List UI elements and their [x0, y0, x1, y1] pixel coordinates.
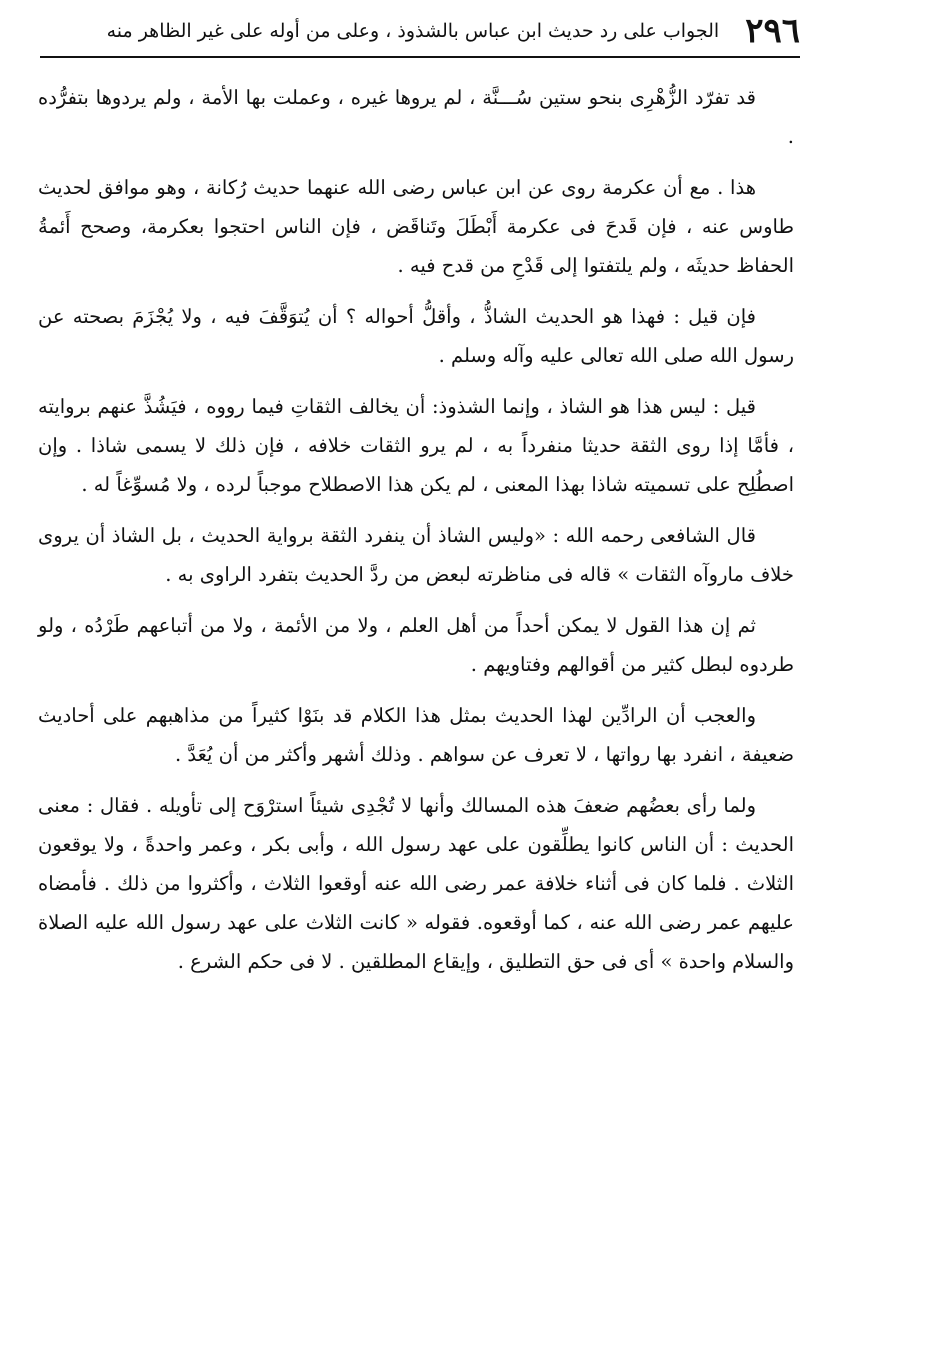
page-number: ٢٩٦ — [745, 11, 800, 51]
header-rule — [40, 56, 800, 58]
paragraph: قال الشافعى رحمه الله : «وليس الشاذ أن ينفرد الثقة برواية الحديث ، بل الشاذ أن يروى خلاف ماروآه الثقات » قاله فى مناظرته لبعض من ردَّ الحديث بتفرد الراوى به . — [38, 524, 794, 586]
paragraph: ثم إن هذا القول لا يمكن أحداً من أهل العلم ، ولا من الأئمة ، ولا من أتباعهم طَرْدُه ، ولو طردوه لبطل كثير من أقوالهم وفتاويهم . — [38, 614, 794, 676]
running-title: الجواب على رد حديث ابن عباس بالشذوذ ، وعلى من أوله على غير الظاهر منه — [106, 19, 720, 42]
paragraph: فإن قيل : فهذا هو الحديث الشاذُّ ، وأقلُّ أحواله ؟ أن يُتوَقَّفَ فيه ، ولا يُجْزَمَ بصحته عن رسول الله صلى الله تعالى عليه وآله وسلم . — [38, 305, 794, 367]
paragraph: قد تفرّد الزُّهْرِى بنحو ستين سُـــنَّة ، لم يروها غيره ، وعملت بها الأمة ، ولم يردوها بتفرُّده . — [38, 86, 794, 148]
page-header — [40, 8, 800, 54]
paragraph: هذا . مع أن عكرمة روى عن ابن عباس رضى الله عنهما حديث رُكانة ، وهو موافق لحديث طاوس عنه ، فإن قَدحَ فى عكرمة أَبْطَلَ وتَناقَض ، فإن الناس احتجوا بعكرمة، وصحح أَئمةُ الحفاظ حديثَه ، ولم يلتفتوا إلى قَدْحِ من قدح فيه . — [38, 176, 794, 277]
paragraph: قيل : ليس هذا هو الشاذ ، وإنما الشذوذ: أن يخالف الثقاتِ فيما رووه ، فيَشُذَّ عنهم بروايته ، فأمَّا إذا روى الثقة حديثا منفرداً به ، لم يرو الثقات خلافه ، فإن ذلك لا يسمى شاذا . وإن اصطُلِح على تسميته شاذا بهذا المعنى ، لم يكن هذا الاصطلاح موجباً لرده ، ولا مُسوِّغاً له . — [38, 395, 794, 496]
paragraph: والعجب أن الرادِّين لهذا الحديث بمثل هذا الكلام قد بنَوْا كثيراً من مذاهبهم على أحاديث ضعيفة ، انفرد بها رواتها ، لا تعرف عن سواهم . وذلك أشهر وأكثر من أن يُعَدَّ . — [38, 704, 794, 766]
paragraph: ولما رأى بعضُهم ضعفَ هذه المسالك وأنها لا تُجْدِى شيئاً استرْوَح إلى تأويله . فقال : معنى الحديث : أن الناس كانوا يطلِّقون على عهد رسول الله ، وأبى بكر ، وعمر واحدةً ، ولا يوقعون الثلاث . فلما كان فى أثناء خلافة عمر رضى الله عنه أوقعوا الثلاث ، وأكثروا من ذلك . فأمضاه عليهم عمر رضى الله عنه ، كما أوقعوه. فقوله « كانت الثلاث على عهد رسول الله عليه الصلاة والسلام واحدة » أى فى حق التطليق ، وإيقاع المطلقين . لا فى حكم الشرع . — [38, 794, 794, 973]
body-text — [38, 78, 794, 993]
